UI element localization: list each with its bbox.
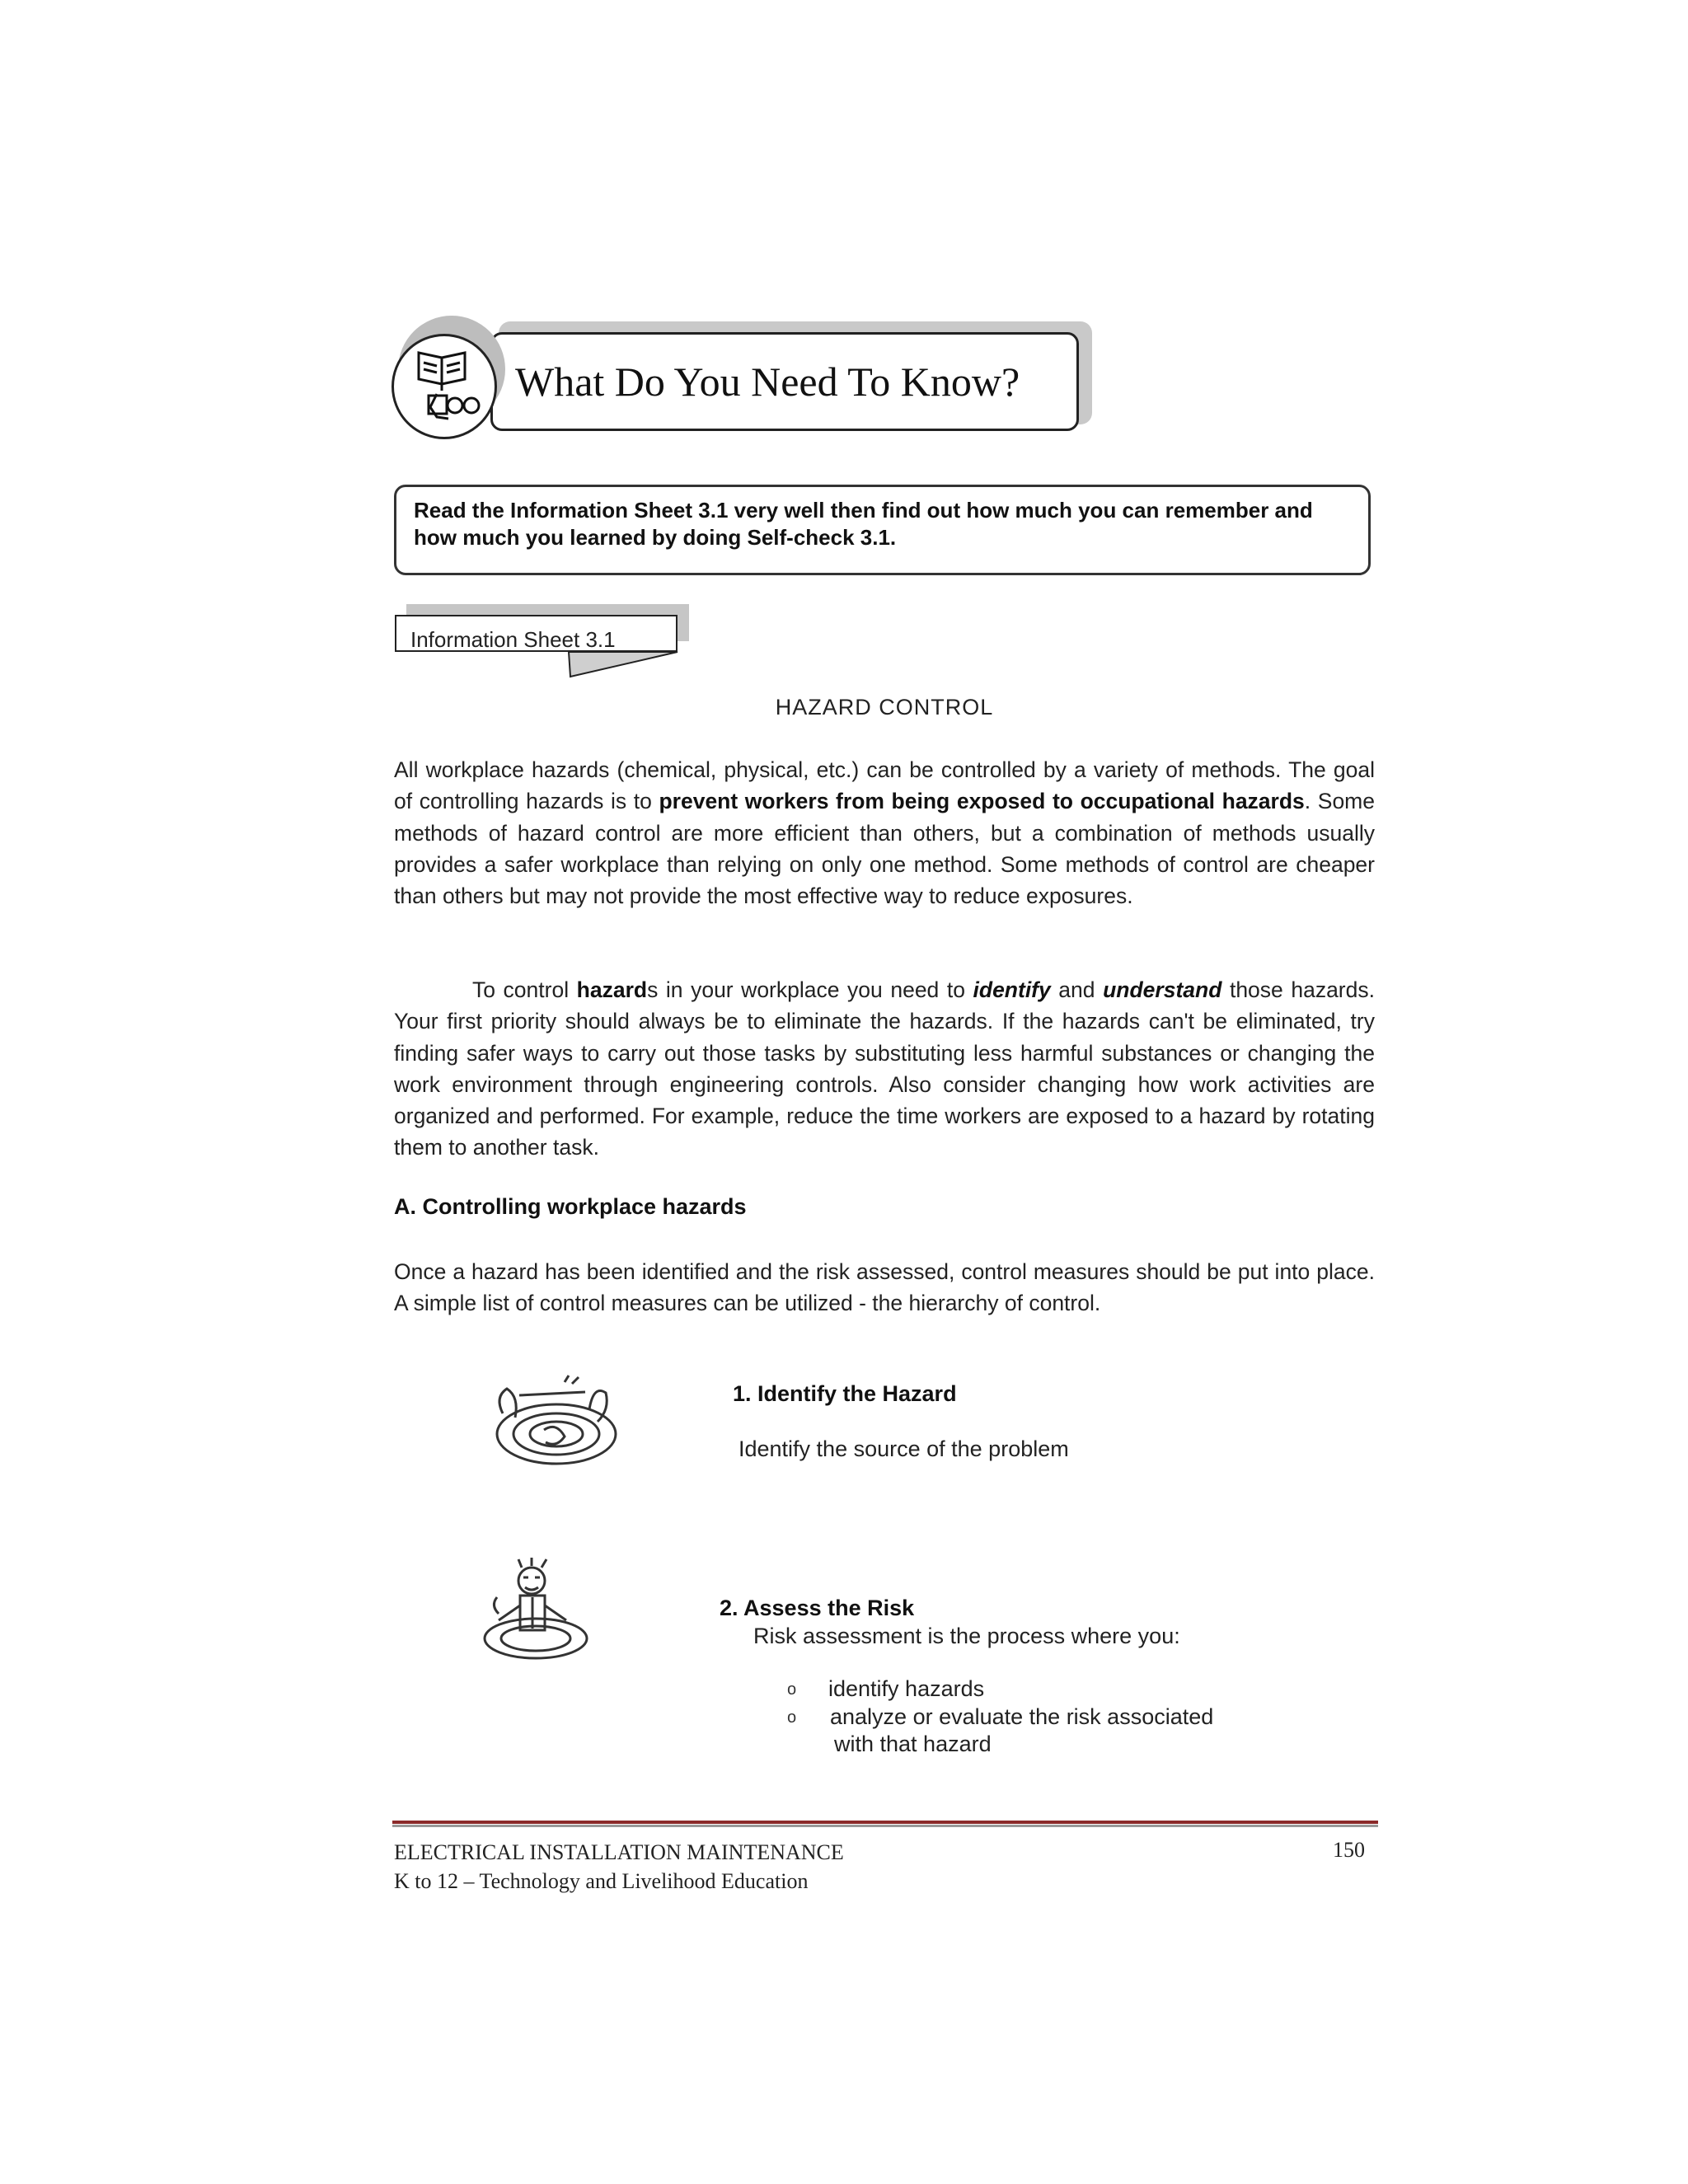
section-title: HAZARD CONTROL: [775, 695, 994, 719]
paragraph-intro-emphasis: prevent workers from being exposed to occupational hazards: [659, 789, 1305, 814]
paragraph-control-and: and: [1050, 977, 1104, 1002]
instruction-text: Read the Information Sheet 3.1 very well then find out how much you can remember and how much you learned by doing Self-check 3.1.: [414, 498, 1313, 550]
step-1-title: 1. Identify the Hazard: [733, 1381, 957, 1406]
paragraph-control: [394, 974, 1375, 1164]
footer-rule-shadow: [392, 1825, 1378, 1827]
footer-text: [394, 1838, 844, 1896]
bullet-analyze-risk: analyze or evaluate the risk associated: [830, 1704, 1214, 1729]
paragraph-intro: [394, 754, 1375, 912]
paragraph-control-text-2: s in your workplace you need to: [647, 977, 973, 1002]
bullet-marker: o: [787, 1708, 797, 1727]
book-and-glasses-icon: [394, 336, 495, 437]
page-title: What Do You Need To Know?: [515, 359, 1020, 405]
paragraph-control-text-end: those hazards. Your first priority should always be to eliminate the hazards. If the hazards can't be eliminated, try finding safer ways to carry out those tasks by substituting less harmful substances or changing the work environment through engineering controls. Also consider changing how work activities are organized and performed. For example, reduce the time workers are exposed to a hazard by rotating them to another task.: [394, 977, 1375, 1160]
information-sheet-label: Information Sheet 3.1: [410, 627, 616, 652]
bullet-marker: o: [787, 1680, 797, 1699]
assess-risk-illustration: [474, 1556, 598, 1663]
paragraph-intro-text-end: . Some methods of hazard control are more efficient than others, but a combination of methods usually provides a safer workplace than relying on only one method. Some methods of control are cheaper than others but may not provide the most effective way to reduce exposures.: [394, 789, 1375, 909]
understand-emphasis: understand: [1103, 977, 1222, 1002]
footer-rule: [392, 1821, 1378, 1824]
step-2-description: Risk assessment is the process where you:: [753, 1624, 1180, 1648]
tab-callout-pointer: [567, 650, 682, 678]
step-1-description: Identify the source of the problem: [738, 1436, 1069, 1461]
identify-hazard-illustration: [486, 1372, 626, 1475]
paragraph-hierarchy: Once a hazard has been identified and the risk assessed, control measures should be put into place. A simple list of control measures can be utilized - the hierarchy of control.: [394, 1259, 1375, 1316]
bullet-analyze-risk-continued: with that hazard: [834, 1732, 992, 1756]
footer-subtitle: K to 12 – Technology and Livelihood Education: [394, 1869, 809, 1893]
identify-emphasis: identify: [973, 977, 1051, 1002]
bullet-identify-hazards: identify hazards: [828, 1676, 985, 1701]
subheading-controlling-hazards: A. Controlling workplace hazards: [394, 1194, 747, 1219]
page-number: 150: [1333, 1838, 1365, 1862]
paragraph-intro-text: All workplace hazards (chemical, physical, etc.) can be controlled by a variety of methods. The goal of controlling hazards is to: [394, 757, 1375, 814]
footer-course-title: ELECTRICAL INSTALLATION MAINTENANCE: [394, 1840, 844, 1864]
step-2-title: 2. Assess the Risk: [720, 1596, 915, 1620]
hazard-bold: hazard: [576, 977, 648, 1002]
paragraph-control-text: To control: [472, 977, 577, 1002]
header-icon-circle: [392, 334, 497, 439]
